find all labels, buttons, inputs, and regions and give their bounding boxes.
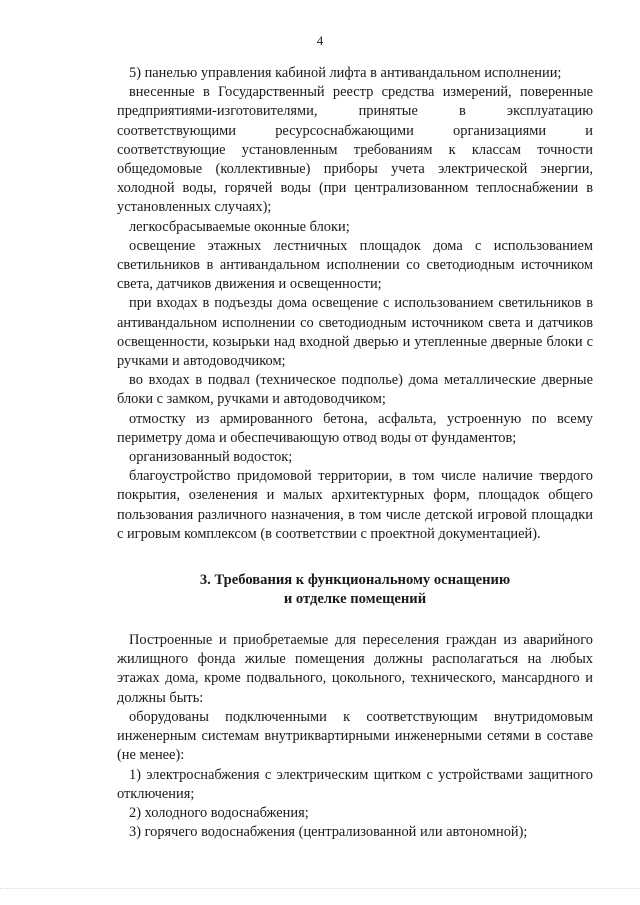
paragraph-metering-devices: внесенные в Государственный реестр средства измерений, поверенные предприятиями-изготовителями, принятые в эксплуатацию соответствующими ресурсоснабжающими организациями и соответствующие установленным требованиям к классам точности общедомовые (коллективные) приборы учета электрической энергии, холодной воды, горячей воды (при централизованном теплоснабжении в установленных случаях); [117,84,593,216]
section-heading-line1: 3. Требования к функциональному оснащению [199,572,511,589]
scan-artifact-line [0,888,640,891]
paragraph-stair-lighting: освещение этажных лестничных площадок дома с использованием светильников в антивандальном исполнении со светодиодным источником света, датчиков движения и освещенности; [117,237,593,293]
paragraph-lift-panel: 5) панелью управления кабиной лифта в антивандальном исполнении; [129,65,562,81]
paragraph-drainage: организованный водосток; [129,449,293,466]
list-item-electricity: 1) электроснабжения с электрическим щитком с устройствами защитного отключения; [117,766,593,802]
paragraph-landscaping: благоустройство придомовой территории, в том числе наличие твердого покрытия, озеленения и малых архитектурных форм, площадок общего пользования различного назначения, в том числе детской игровой площадки с игровым комплексом (в соответствии с проектной документацией). [117,468,593,542]
paragraph-basement-doors: во входах в подвал (техническое подполье) дома металлические дверные блоки с замком, ручками и автодоводчиком; [117,372,593,408]
paragraph-premises-requirements: Построенные и приобретаемые для переселения граждан из аварийного жилищного фонда жилые помещения должны располагаться на любых этажах дома, кроме подвального, цокольного, технического, мансардного и должны быть: [117,632,593,706]
paragraph-window-blocks: легкосбрасываемые оконные блоки; [129,218,350,235]
section-heading [117,571,593,609]
paragraph-engineering-networks: оборудованы подключенными к соответствующим внутридомовым инженерным системам внутриквартирными инженерными сетями в составе (не менее): [117,708,593,764]
section-heading-line2: и отделке помещений [283,591,427,608]
page-number: 4 [316,33,324,48]
list-item-cold-water: 2) холодного водоснабжения; [129,804,309,821]
document-body [117,64,593,842]
paragraph-blind-area: отмостку из армированного бетона, асфальта, устроенную по всему периметру дома и обеспечивающую отвод воды от фундаментов; [117,410,593,446]
list-item-hot-water: 3) горячего водоснабжения (централизованной или автономной); [129,824,528,841]
paragraph-entrance-lighting: при входах в подъезды дома освещение с использованием светильников в антивандальном исполнении со светодиодным источником света и датчиков освещенности, козырьки над входной дверью и утепленные дверные блоки с ручками и автодоводчиком; [117,295,593,370]
